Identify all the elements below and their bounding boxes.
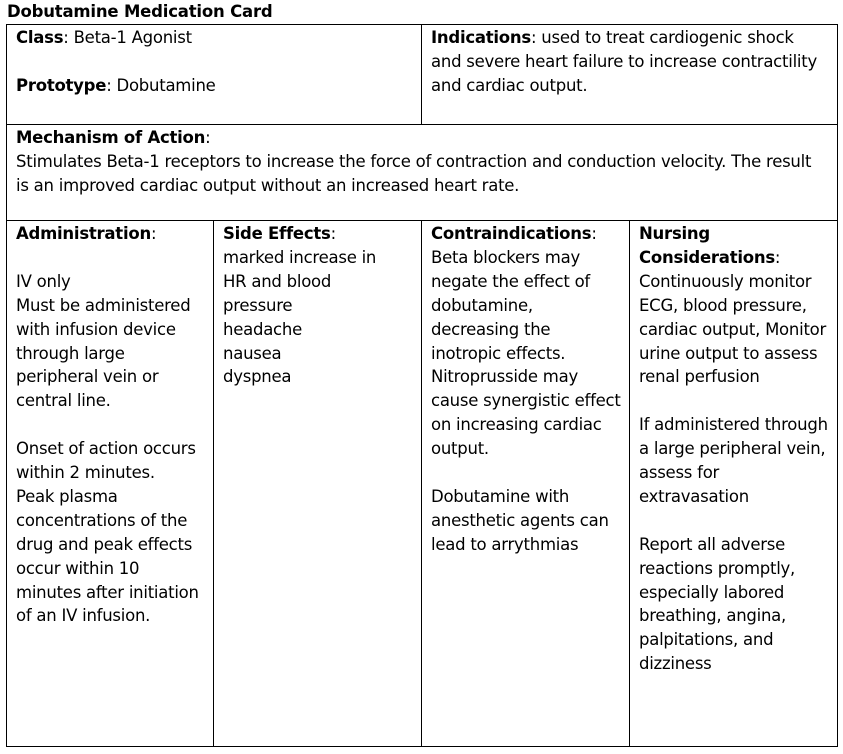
contraindications-paragraph: Dobutamine with anesthetic agents can lead to arrythmias <box>431 486 609 554</box>
side-effects-cell: Side Effects: marked increase in HR and blood pressure headache nausea dyspnea <box>214 221 421 389</box>
indications-cell: Indications: used to treat cardiogenic shock and severe heart failure to increase contractility and cardiac output. <box>431 28 817 95</box>
nursing-paragraph: If administered through a large peripheral vein, assess for extravasation <box>639 415 828 506</box>
administration-paragraph: IV only Must be administered with infusion device through large peripheral vein or central line. <box>16 271 191 411</box>
class-line: Class: Beta-1 Agonist <box>16 28 192 47</box>
side-effect-item: nausea <box>223 343 282 363</box>
administration-label: Administration <box>16 224 151 243</box>
class-prototype-cell <box>7 25 421 98</box>
medication-card-table <box>6 24 838 747</box>
side-effects-label: Side Effects <box>223 224 331 243</box>
contraindications-paragraph: Beta blockers may negate the effect of dobutamine, decreasing the inotropic effects. Nitroprusside may cause synergistic effect on increasing cardiac output. <box>431 247 621 459</box>
indications-value: used to treat cardiogenic shock and severe heart failure to increase contractility and cardiac output. <box>431 28 817 95</box>
administration-paragraph: Onset of action occurs within 2 minutes. Peak plasma concentrations of the drug and peak effects occur within 10 minutes after initiation of an IV infusion. <box>16 439 199 626</box>
side-effect-item: headache <box>223 319 302 339</box>
administration-cell: Administration: IV only Must be administered with infusion device through large peripheral vein or central line. Onset of action occurs within 2 minutes. Peak plasma concentrations of the drug and peak effects occur within 10 minutes after initiation of an IV infusion. <box>7 221 213 628</box>
nursing-considerations-cell: Nursing Considerations: Continuously monitor ECG, blood pressure, cardiac output, Monitor urine output to assess renal perfusion If administered through a large peripheral vein, assess for extravasation Report all adverse reactions promptly, especially labored breathing, angina, palpitations, and dizziness <box>630 221 837 676</box>
mechanism-cell: Mechanism of Action: Stimulates Beta-1 receptors to increase the force of contraction and conduction velocity. The result is an improved cardiac output without an increased heart rate. <box>7 125 837 198</box>
class-label: Class <box>16 28 64 47</box>
nursing-label: Nursing Considerations <box>639 224 775 267</box>
prototype-label: Prototype <box>16 75 107 95</box>
contraindications-label: Contraindications <box>431 224 592 243</box>
class-value: Beta-1 Agonist <box>73 28 192 47</box>
mechanism-value: Stimulates Beta-1 receptors to increase the force of contraction and conduction velocity. The result is an improved cardiac output without an increased heart rate. <box>16 151 812 195</box>
nursing-paragraph: Continuously monitor ECG, blood pressure, cardiac output, Monitor urine output to assess renal perfusion <box>639 271 827 387</box>
contraindications-cell: Contraindications: Beta blockers may negate the effect of dobutamine, decreasing the inotropic effects. Nitroprusside may cause synergistic effect on increasing cardiac output. Dobutamine with anesthetic agents can lead to arrythmias <box>422 221 629 557</box>
prototype-line: Prototype: Dobutamine <box>16 75 216 95</box>
card-title: Dobutamine Medication Card <box>7 2 273 21</box>
nursing-paragraph: Report all adverse reactions promptly, especially labored breathing, angina, palpitations, and dizziness <box>639 534 796 674</box>
side-effect-item: dyspnea <box>223 367 292 387</box>
prototype-value: Dobutamine <box>116 75 216 95</box>
side-effect-item: marked increase in HR and blood pressure <box>223 247 377 315</box>
indications-label: Indications <box>431 28 531 47</box>
mechanism-label: Mechanism of Action <box>16 128 206 147</box>
